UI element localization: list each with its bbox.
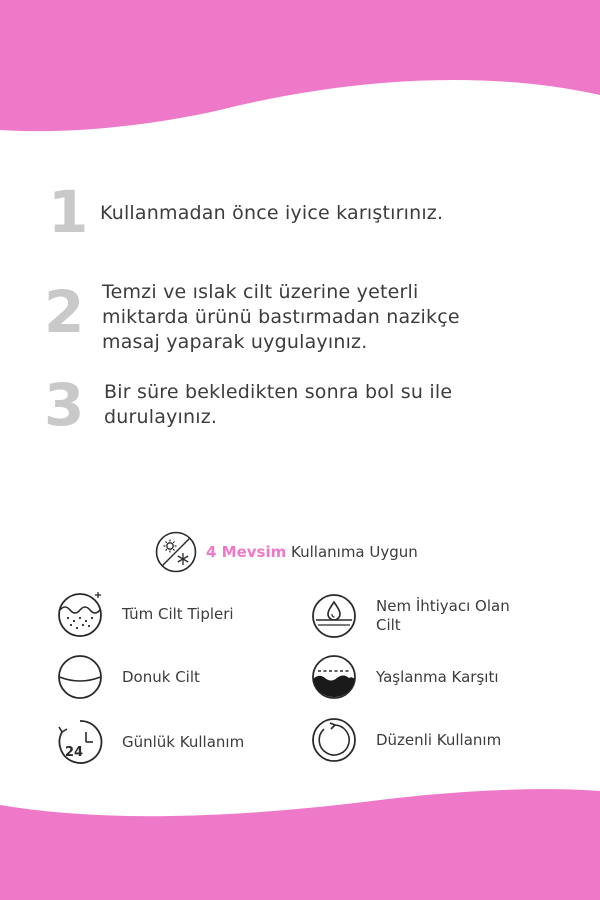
clock-24-label: 24 xyxy=(65,745,84,760)
four-season-badge xyxy=(154,530,418,574)
moisture-drop-icon xyxy=(310,592,358,640)
step-line: Temzi ve ıslak cilt üzerine yeterli xyxy=(102,281,419,303)
feature-daily-use xyxy=(56,718,244,766)
regular-use-cycle-icon xyxy=(310,716,358,764)
feature-label-line: Donuk Cilt xyxy=(122,667,200,686)
step-text xyxy=(104,380,574,430)
step-line: Kullanmadan önce iyice karıştırınız. xyxy=(100,202,444,224)
bottom-wave-decoration xyxy=(0,785,600,900)
feature-label-line: Cilt xyxy=(376,616,401,634)
step-text xyxy=(102,280,582,355)
anti-aging-icon xyxy=(310,653,358,701)
feature-dull-skin xyxy=(56,653,200,701)
feature-label xyxy=(122,668,200,687)
feature-label xyxy=(122,605,234,624)
feature-label-line: Tüm Cilt Tipleri xyxy=(122,604,234,623)
step-text xyxy=(100,201,570,226)
all-skin-types-icon xyxy=(56,590,104,638)
feature-label xyxy=(122,733,244,752)
feature-label xyxy=(376,731,501,750)
feature-regular-use xyxy=(310,716,501,764)
daily-use-24h-icon xyxy=(56,718,104,766)
step-number: 3 xyxy=(44,371,85,439)
feature-label xyxy=(376,668,499,687)
season-highlight: 4 Mevsim xyxy=(206,543,287,561)
step-number: 2 xyxy=(44,278,85,346)
season-text xyxy=(206,543,418,561)
feature-label-line: Nem İhtiyacı Olan xyxy=(376,597,510,615)
feature-label-line: Yaşlanma Karşıtı xyxy=(376,667,499,686)
step-line: masaj yaparak uygulayınız. xyxy=(102,331,368,353)
step-number: 1 xyxy=(48,178,89,246)
feature-label xyxy=(376,597,566,635)
top-wave-decoration xyxy=(0,0,600,140)
season-label: Kullanıma Uygun xyxy=(286,543,418,561)
feature-label-line: Günlük Kullanım xyxy=(122,732,245,751)
sun-snowflake-icon xyxy=(154,530,198,574)
step-line: miktarda ürünü bastırmadan nazikçe xyxy=(102,306,460,328)
feature-anti-aging xyxy=(310,653,499,701)
feature-all-skin-types xyxy=(56,590,234,638)
dull-skin-icon xyxy=(56,653,104,701)
feature-label-line: Düzenli Kullanım xyxy=(376,730,502,749)
feature-moisture-need xyxy=(310,592,566,640)
step-line: Bir süre bekledikten sonra bol su ile xyxy=(104,381,453,403)
step-line: durulayınız. xyxy=(104,406,218,428)
